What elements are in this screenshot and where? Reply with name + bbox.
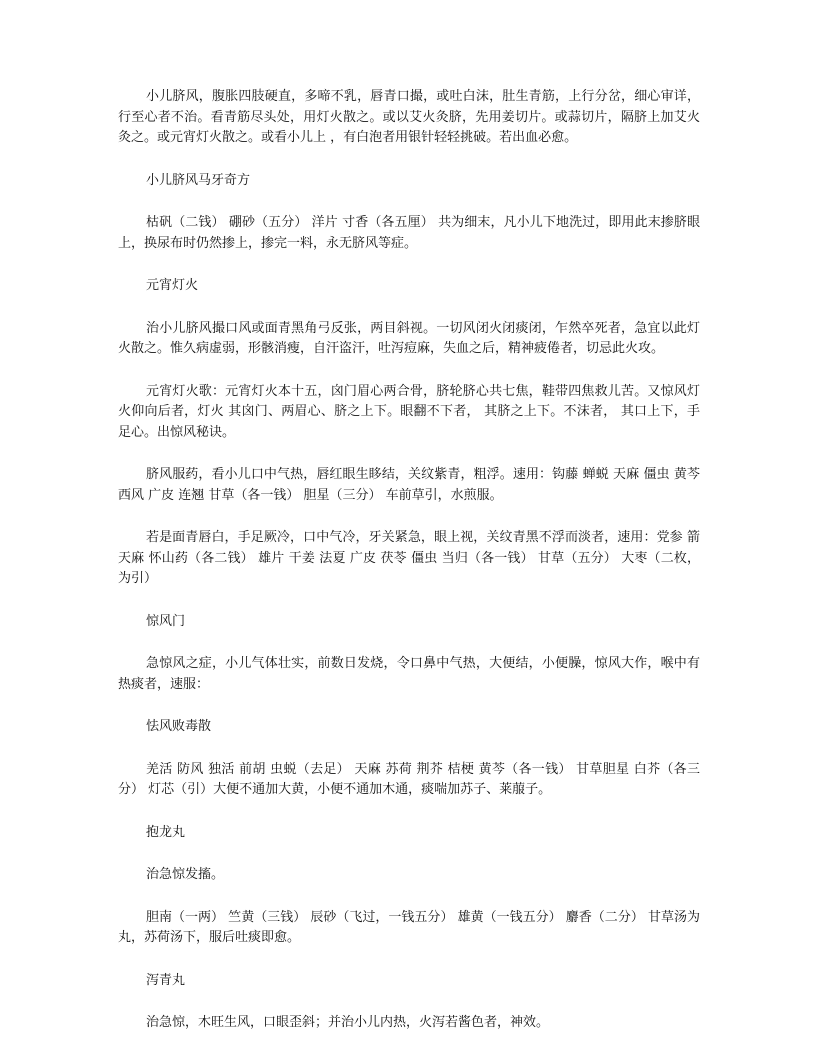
paragraph-purge-green-use: 治急惊，木旺生风，口眼歪斜；并治小儿内热，火泻若酱色者，神效。: [146, 1015, 550, 1030]
paragraph-dragon-pill-use: 治急惊发搐。: [146, 867, 225, 882]
heading-wind-detox-powder: 怯风败毒散: [146, 719, 212, 734]
paragraph-detox-ingredients: 羌活 防风 独活 前胡 虫蜕（去足） 天麻 苏荷 荆芥 桔梗 黄芩（各一钱） 甘草胆星 白芥（各三分） 灯芯（引）大便不通加大黄，小便不通加木通，痰喘加苏子、莱菔子。: [118, 761, 700, 797]
paragraph-acute-convulsion: 急惊风之症，小儿气体壮实，前数日发烧，令口鼻中气热，大便结，小便臊，惊风大作，喉中有热痰者，速服：: [118, 656, 700, 692]
paragraph-recipe-powder: 枯矾（二钱） 硼砂（五分） 洋片 寸香（各五厘） 共为细末，凡小儿下地洗过，即用此末掺脐眼上，换尿布时仍然掺上，掺完一料，永无脐风等症。: [118, 215, 700, 251]
paragraph-cold-medicine: 若是面青唇白，手足厥冷，口中气冷，牙关紧急，眼上视，关纹青黑不浮而淡者，速用：党参 箭 天麻 怀山药（各二钱） 雄片 干姜 法夏 广皮 茯苓 僵虫 当归（各一钱） 甘草（五分） 大枣（二枚，为引）: [118, 530, 700, 586]
heading-purge-green-pill: 泻青丸: [146, 972, 186, 988]
paragraph-lantern-fire-treatment: 治小儿脐风撮口风或面青黑角弓反张，两目斜视。一切风闭火闭痰闭，乍然卒死者，急宜以此灯火散之。惟久病虚弱，形骸消瘦，自汗盗汗，吐泻痘麻，失血之后，精神疲倦者，切忌此火攻。: [118, 320, 700, 356]
heading-lantern-fire: 元宵灯火: [146, 278, 199, 293]
paragraph-dragon-pill-ingredients: 胆南（一两） 竺黄（三钱） 辰砂（飞过，一钱五分） 雄黄（一钱五分） 麝香（二分） 甘草汤为丸，苏荷汤下，服后吐痰即愈。: [118, 909, 700, 945]
paragraph-lantern-fire-song: 元宵灯火歌：元宵灯火本十五，囟门眉心两合骨，脐轮脐心共七焦，鞋带四焦救儿苦。又惊风灯火仰向后者，灯火 其囟门、两眉心、脐之上下。眼翻不下者， 其脐之上下。不沫者， 其口上下，手足心。出惊风秘诀。: [118, 383, 700, 440]
heading-umbilical-wind-recipe: 小儿脐风马牙奇方: [146, 172, 251, 188]
paragraph-hot-medicine: 脐风服药，看小儿口中气热，唇红眼生眵结，关纹紫青，粗浮。速用：钩藤 蝉蜕 天麻 僵虫 黄芩 西风 广皮 连翘 甘草（各一钱） 胆星（三分） 车前草引，水煎服。: [118, 467, 700, 503]
heading-convulsion-section: 惊风门: [146, 613, 186, 629]
document-page: [118, 87, 700, 1056]
heading-dragon-pill: 抱龙丸: [146, 824, 186, 840]
paragraph-umbilical-wind: 小儿脐风，腹胀四肢硬直，多啼不乳，唇青口撮，或吐白沫，肚生青筋，上行分岔，细心审详，行至心者不治。看青筋尽头处，用灯火散之。或以艾火灸脐，先用姜切片。或蒜切片，隔脐上加艾火灸之。或元宵灯火散之。或看小儿上 ，有白泡者用银针轻轻挑破。若出血必愈。: [118, 89, 700, 145]
